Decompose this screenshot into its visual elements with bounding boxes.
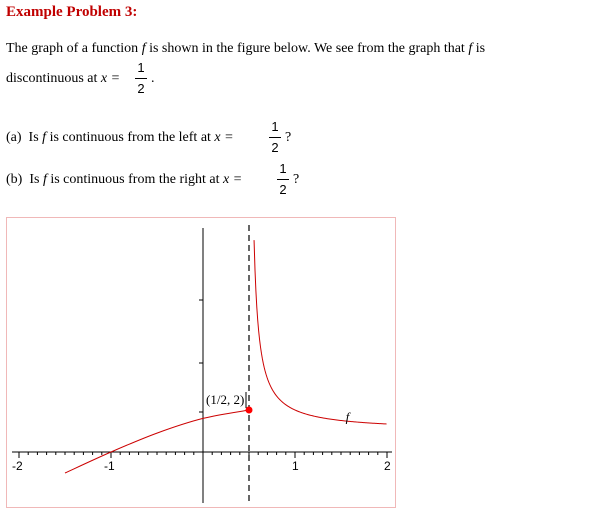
closed-point [246, 407, 253, 414]
intro-text-c: is [475, 41, 486, 56]
function-name: f [141, 41, 146, 56]
question-a-fname: f [42, 130, 47, 145]
problem-heading: Example Problem 3: [6, 4, 138, 20]
x-tick-label: -2 [12, 459, 23, 473]
question-b-den: 2 [279, 182, 287, 197]
question-a-label: (a) [6, 130, 22, 145]
left-branch-curve [65, 410, 249, 473]
question-a-mark: ? [285, 130, 292, 145]
function-name-2: f [468, 41, 473, 56]
point-label: (1/2, 2) [206, 392, 245, 407]
x-tick-label: 1 [292, 459, 299, 473]
question-b-fname: f [42, 172, 47, 187]
question-a-num: 1 [271, 119, 279, 134]
question-b-label: (b) [6, 172, 23, 187]
fraction-denominator: 2 [137, 81, 145, 96]
curve-label: f [345, 409, 350, 425]
question-b-mark: ? [293, 172, 300, 187]
x-tick-label: -1 [104, 459, 115, 473]
tick-marks [12, 300, 391, 473]
question-b-text: is continuous from the right at [50, 172, 220, 187]
question-a-is: Is [28, 130, 39, 145]
x-tick-label: 2 [384, 459, 391, 473]
question-b-num: 1 [279, 161, 287, 176]
question-a-text: is continuous from the left at [49, 130, 211, 145]
intro-discontinuous: discontinuous at [6, 71, 98, 86]
fraction-numerator: 1 [137, 60, 145, 75]
question-b-xeq: x = [223, 172, 243, 187]
intro-period: . [151, 71, 155, 86]
right-branch-curve [254, 240, 386, 424]
x-equals: x = [100, 71, 121, 86]
intro-text-a: The graph of a function [6, 41, 139, 56]
question-b-is: Is [29, 172, 40, 187]
intro-text-b: is shown in the figure below. We see from the graph that [149, 41, 465, 56]
question-a-xeq: x = [214, 130, 234, 145]
question-a-den: 2 [271, 140, 279, 155]
